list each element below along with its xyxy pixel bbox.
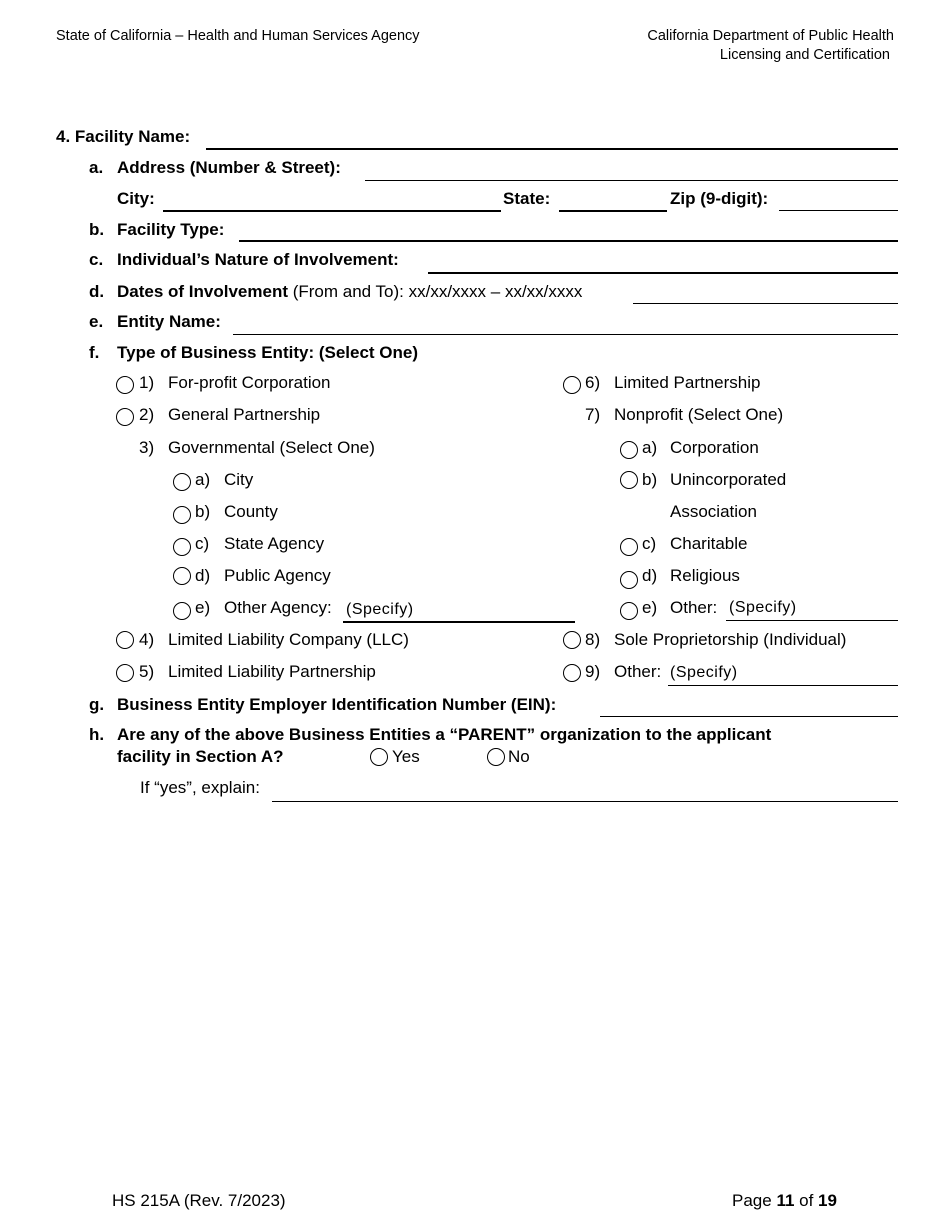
page-prefix: Page xyxy=(732,1191,777,1210)
dates-label-bold: Dates of Involvement xyxy=(117,282,288,301)
item-e-letter: e. xyxy=(89,312,104,331)
form-id: HS 215A (Rev. 7/2023) xyxy=(112,1191,286,1210)
option-7b-letter: b) xyxy=(642,470,658,489)
state-field[interactable] xyxy=(559,210,667,212)
nonprofit-corporation-label: Corporation xyxy=(670,438,759,457)
nonprofit-other-radio[interactable] xyxy=(620,602,638,620)
facility-name-label: 4. Facility Name: xyxy=(56,127,191,146)
other-agency-field[interactable] xyxy=(343,621,575,623)
option-3d-letter: d) xyxy=(195,566,211,585)
general-partnership-radio[interactable] xyxy=(116,408,134,426)
item-f-letter: f. xyxy=(89,343,100,362)
option-6-number: 6) xyxy=(585,373,601,392)
city-field[interactable] xyxy=(163,210,501,212)
llp-label: Limited Liability Partnership xyxy=(168,662,376,681)
other-entity-radio[interactable] xyxy=(563,664,581,682)
zip-label: Zip (9-digit): xyxy=(670,189,769,208)
option-7d-letter: d) xyxy=(642,566,658,585)
other-entity-specify-hint: (Specify) xyxy=(670,664,738,681)
option-1-number: 1) xyxy=(139,373,155,392)
charitable-radio[interactable] xyxy=(620,538,638,556)
charitable-label: Charitable xyxy=(670,534,748,553)
other-entity-field[interactable] xyxy=(668,685,898,686)
item-h-letter: h. xyxy=(89,725,105,744)
option-3c-letter: c) xyxy=(195,534,210,553)
limited-partnership-label: Limited Partnership xyxy=(614,373,761,392)
dates-of-involvement-label xyxy=(117,282,582,302)
llc-radio[interactable] xyxy=(116,631,134,649)
explain-field[interactable] xyxy=(272,801,898,802)
option-3-number: 3) xyxy=(139,438,155,457)
association-label: Association xyxy=(670,502,757,521)
other-agency-radio[interactable] xyxy=(173,602,191,620)
item-g-letter: g. xyxy=(89,695,105,714)
option-8-number: 8) xyxy=(585,630,601,649)
item-a-letter: a. xyxy=(89,158,104,177)
agency-header: State of California – Health and Human Services Agency xyxy=(56,28,420,44)
city-agency-label: City xyxy=(224,470,254,489)
dates-label-format: (From and To): xx/xx/xxxx – xx/xx/xxxx xyxy=(288,282,583,301)
option-3b-letter: b) xyxy=(195,502,211,521)
other-entity-label: Other: xyxy=(614,662,662,681)
option-2-number: 2) xyxy=(139,405,155,424)
state-label: State: xyxy=(503,189,551,208)
item-c-letter: c. xyxy=(89,250,104,269)
governmental-label: Governmental (Select One) xyxy=(168,438,375,457)
business-entity-type-label: Type of Business Entity: (Select One) xyxy=(117,343,419,362)
llp-radio[interactable] xyxy=(116,664,134,682)
dates-of-involvement-field[interactable] xyxy=(633,303,898,304)
department-header: California Department of Public Health xyxy=(647,28,894,44)
option-5-number: 5) xyxy=(139,662,155,681)
parent-yes-label: Yes xyxy=(392,747,420,766)
nonprofit-other-specify-hint: (Specify) xyxy=(729,599,797,616)
ein-label: Business Entity Employer Identification Number (EIN): xyxy=(117,695,557,714)
county-radio[interactable] xyxy=(173,506,191,524)
option-7a-letter: a) xyxy=(642,438,658,457)
public-agency-radio[interactable] xyxy=(173,567,191,585)
option-3a-letter: a) xyxy=(195,470,211,489)
limited-partnership-radio[interactable] xyxy=(563,376,581,394)
nonprofit-other-label: Other: xyxy=(670,598,718,617)
zip-field[interactable] xyxy=(779,210,898,211)
facility-type-label: Facility Type: xyxy=(117,220,225,239)
option-7e-letter: e) xyxy=(642,598,658,617)
other-agency-specify-hint: (Specify) xyxy=(346,601,414,618)
nature-of-involvement-label: Individual’s Nature of Involvement: xyxy=(117,250,399,269)
sole-proprietorship-radio[interactable] xyxy=(563,631,581,649)
public-agency-label: Public Agency xyxy=(224,566,331,585)
unincorporated-association-radio[interactable] xyxy=(620,471,638,489)
page-number xyxy=(732,1191,837,1211)
address-field[interactable] xyxy=(365,180,898,181)
page-current: 11 xyxy=(776,1191,795,1210)
sole-proprietorship-label: Sole Proprietorship (Individual) xyxy=(614,630,847,649)
page-total: 19 xyxy=(818,1191,837,1210)
parent-no-radio[interactable] xyxy=(487,748,505,766)
option-7-number: 7) xyxy=(585,405,601,424)
ein-field[interactable] xyxy=(600,716,898,717)
option-4-number: 4) xyxy=(139,630,155,649)
llc-label: Limited Liability Company (LLC) xyxy=(168,630,409,649)
option-7c-letter: c) xyxy=(642,534,657,553)
nature-of-involvement-field[interactable] xyxy=(428,272,898,274)
page-of: of xyxy=(794,1191,819,1210)
facility-name-field[interactable] xyxy=(206,148,898,150)
city-agency-radio[interactable] xyxy=(173,473,191,491)
state-agency-label: State Agency xyxy=(224,534,325,553)
item-b-letter: b. xyxy=(89,220,105,239)
for-profit-corporation-label: For-profit Corporation xyxy=(168,373,331,392)
division-header: Licensing and Certification xyxy=(719,47,890,63)
religious-radio[interactable] xyxy=(620,571,638,589)
explain-label: If “yes”, explain: xyxy=(140,778,260,797)
religious-label: Religious xyxy=(670,566,740,585)
parent-organization-question-line1: Are any of the above Business Entities a “PARENT” organization to the applicant xyxy=(117,725,772,744)
nonprofit-label: Nonprofit (Select One) xyxy=(614,405,784,424)
city-label: City: xyxy=(117,189,155,208)
nonprofit-corporation-radio[interactable] xyxy=(620,441,638,459)
item-d-letter: d. xyxy=(89,282,105,301)
address-label: Address (Number & Street): xyxy=(117,158,341,177)
parent-organization-question-line2: facility in Section A? xyxy=(117,747,284,766)
option-3e-letter: e) xyxy=(195,598,211,617)
for-profit-corporation-radio[interactable] xyxy=(116,376,134,394)
nonprofit-other-field[interactable] xyxy=(726,620,898,621)
facility-type-field[interactable] xyxy=(239,240,898,242)
other-agency-label: Other Agency: xyxy=(224,598,332,617)
unincorporated-label: Unincorporated xyxy=(670,470,787,489)
entity-name-field[interactable] xyxy=(233,334,898,335)
parent-no-label: No xyxy=(508,747,530,766)
entity-name-label: Entity Name: xyxy=(117,312,221,331)
state-agency-radio[interactable] xyxy=(173,538,191,556)
parent-yes-radio[interactable] xyxy=(370,748,388,766)
general-partnership-label: General Partnership xyxy=(168,405,321,424)
county-label: County xyxy=(224,502,278,521)
option-9-number: 9) xyxy=(585,662,601,681)
